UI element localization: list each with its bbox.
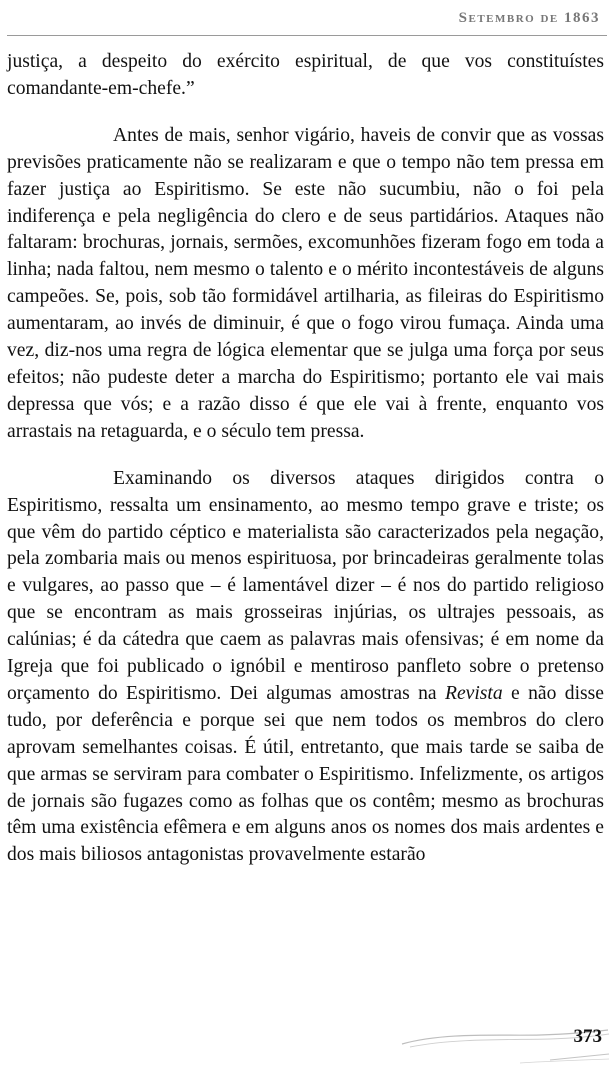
paragraph-3-text-b: e não disse tudo, por deferência e porque sei que nem todos os membros do clero aprovam semelhantes coisas. É útil, entretanto, que mais tarde se saiba de que armas se serviram para combater o Espiritismo. Infelizmente, os artigos de jornais são fugazes como as folhas que os contêm; mesmo as brochuras têm uma existência efêmera e em alguns anos os nomes dos mais ardentes e dos mais biliosos antagonistas provavelmente estarão [7, 682, 604, 866]
paragraph-3 [7, 466, 604, 870]
paragraph-3-text-a: Examinando os diversos ataques dirigidos contra o Espiritismo, ressalta um ensinamento, ao mesmo tempo grave e triste; os que vêm do partido céptico e materialista são caracterizados pela negação, pela zombaria mais ou menos espirituosa, por brincadeiras geralmente tolas e vulgares, ao passo que – é lamentável dizer – é nos do partido religioso que se encontram as mais grosseiras injúrias, os ultrajes pessoais, as calúnias; é da cátedra que caem as palavras mais ofensivas; é em nome da Igreja que foi publicado o ignóbil e mentiroso panfleto sobre o pretenso orçamento do Espiritismo. Dei algumas amostras na [7, 467, 604, 704]
paragraph-2-text: Antes de mais, senhor vigário, haveis de convir que as vossas previsões praticamente não se realizaram e que o tempo não tem pressa em fazer justiça ao Espiritismo. Se este não sucumbiu, não o foi pela indiferença e pela negligência do clero e de seus partidários. Ataques não faltaram: brochuras, jornais, sermões, excomunhões fizeram fogo em toda a linha; nada faltou, nem mesmo o talento e o mérito incontestáveis de alguns campeões. Se, pois, sob tão formidável artilharia, as fileiras do Espiritismo aumentaram, ao invés de diminuir, é que o fogo virou fumaça. Ainda uma vez, diz-nos uma regra de lógica elementar que se julga uma força por seus efeitos; não pudeste deter a marcha do Espiritismo; portanto ele vai mais depressa que vós; e a razão disso é que ele vai à frente, enquanto vos arrastais na retaguarda, e o século tem pressa. [7, 124, 604, 442]
page-number: 373 [573, 1026, 602, 1047]
header-divider [7, 35, 607, 36]
running-header: Setembro de 1863 [458, 10, 600, 26]
paragraph-1-text: justiça, a despeito do exército espiritual, de que vos constituístes comandante-em-chefe.” [7, 51, 604, 99]
periodical-title: Revista [444, 682, 503, 704]
paragraph-2 [7, 123, 604, 446]
paragraph-1 [7, 49, 604, 103]
body-text [7, 49, 604, 869]
